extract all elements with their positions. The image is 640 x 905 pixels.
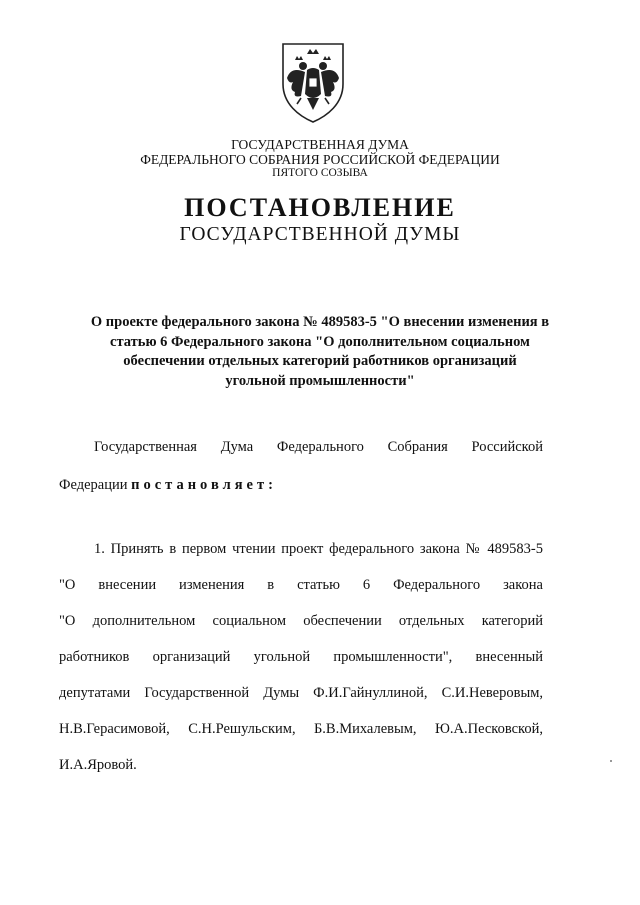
resolution-subject bbox=[60, 313, 580, 391]
point1-line: "О дополнительном социальном обеспечении отдельных категорий bbox=[59, 613, 543, 629]
resolves-word: постановляет: bbox=[131, 477, 277, 493]
point1-line: "О внесении изменения в статью 6 Федерального закона bbox=[59, 577, 543, 593]
point1-line: И.А.Яровой. bbox=[59, 757, 137, 773]
scan-speck bbox=[610, 760, 612, 762]
document-issuer-subtitle: ГОСУДАРСТВЕННОЙ ДУМЫ bbox=[179, 224, 461, 245]
point1-line: 1. Принять в первом чтении проект федерального закона № 489583-5 bbox=[94, 541, 543, 557]
point1-line: Н.В.Герасимовой, С.Н.Решульским, Б.В.Михалевым, Ю.А.Песковской, bbox=[59, 721, 543, 737]
preamble-text: Федерации bbox=[59, 477, 132, 493]
subject-line: угольной промышленности" bbox=[225, 372, 415, 389]
subject-line: О проекте федерального закона № 489583-5 "О внесении изменения в bbox=[90, 314, 550, 330]
point1-line: работников организаций угольной промышленности", внесенный bbox=[59, 649, 543, 665]
point1-line: депутатами Государственной Думы Ф.И.Гайнуллиной, С.И.Неверовым, bbox=[59, 685, 543, 701]
subject-line: обеспечении отдельных категорий работников организаций bbox=[123, 353, 517, 369]
document-type-title: ПОСТАНОВЛЕНИЕ bbox=[184, 193, 456, 222]
preamble-line-1: Государственная Дума Федерального Собрания Российской bbox=[94, 439, 543, 455]
org-line-state-duma: ГОСУДАРСТВЕННАЯ ДУМА bbox=[231, 137, 409, 152]
preamble-line-2 bbox=[59, 477, 543, 494]
subject-line: статью 6 Федерального закона "О дополнительном социальном bbox=[110, 333, 530, 350]
org-line-convocation: ПЯТОГО СОЗЫВА bbox=[272, 167, 368, 179]
org-line-federal-assembly: ФЕДЕРАЛЬНОГО СОБРАНИЯ РОССИЙСКОЙ ФЕДЕРАЦИИ bbox=[140, 152, 500, 167]
russian-coat-of-arms-emblem bbox=[277, 40, 349, 124]
